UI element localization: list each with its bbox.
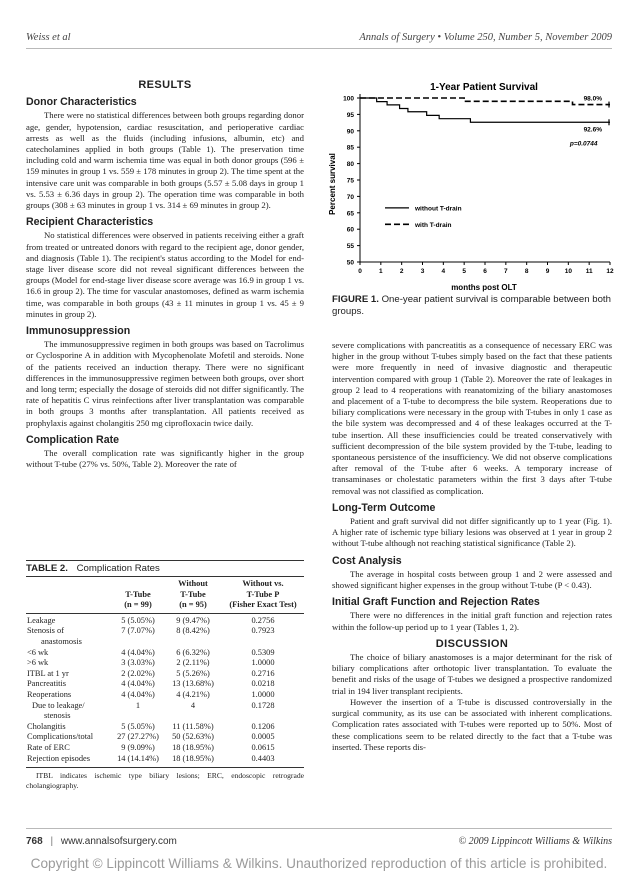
table-header-blank — [26, 590, 112, 601]
cell-without: 6 (6.32%) — [176, 647, 210, 657]
row-label: Pancreatitis — [27, 679, 67, 689]
x-tick-label: 2 — [399, 268, 404, 275]
table-title — [26, 561, 304, 576]
table-row — [26, 658, 304, 669]
cell-p-value: 0.0218 — [251, 679, 275, 689]
header-p-3: (Fisher Exact Test) — [229, 600, 297, 610]
x-tick-label: 0 — [358, 268, 362, 275]
row-label: Rate of ERC — [27, 742, 70, 752]
recipient-heading: Recipient Characteristics — [26, 216, 154, 229]
table-2 — [26, 560, 304, 791]
cell-p-value: 0.2756 — [251, 615, 275, 625]
row-label: Reoperations — [27, 689, 72, 699]
chart-title: 1-Year Patient Survival — [430, 82, 538, 93]
cell-p-value: 0.1728 — [251, 700, 275, 710]
table-row — [26, 722, 304, 733]
longterm-heading: Long-Term Outcome — [332, 501, 436, 514]
x-axis-label: months post OLT — [451, 283, 517, 292]
results-heading: RESULTS — [138, 79, 192, 91]
y-tick-label: 55 — [346, 243, 354, 251]
table-row — [26, 754, 304, 765]
cell-p-value: 0.2716 — [251, 668, 275, 678]
cell-without: 8 (8.42%) — [176, 626, 210, 636]
cell-t-tube: 4 (4.04%) — [121, 679, 155, 689]
figure-caption — [332, 294, 612, 317]
x-tick-label: 4 — [441, 268, 446, 275]
y-tick-label: 70 — [346, 193, 354, 201]
x-tick-label: 1 — [379, 268, 383, 275]
table-header-blank — [26, 579, 112, 590]
immunosuppression-heading: Immunosuppression — [26, 325, 131, 338]
x-tick-label: 9 — [545, 268, 550, 275]
row-label: Complications/total — [27, 732, 94, 742]
y-tick-label: 95 — [346, 111, 354, 119]
table-row — [26, 669, 304, 680]
table-row — [26, 679, 304, 690]
table-header-blank — [26, 600, 112, 611]
row-label-line1: Due to leakage/ — [32, 700, 85, 710]
table-row — [26, 690, 304, 701]
table-row — [26, 743, 304, 754]
cell-without: 2 (2.11%) — [176, 658, 210, 668]
cell-without: 5 (5.26%) — [176, 668, 210, 678]
cost-heading: Cost Analysis — [332, 554, 402, 567]
graft-heading: Initial Graft Function and Rejection Rates — [332, 596, 540, 609]
cell-p-value: 1.0000 — [251, 689, 275, 699]
x-tick-label: 7 — [504, 268, 508, 275]
cell-without: 4 — [190, 700, 196, 710]
header-p-1: Without vs. — [242, 579, 284, 588]
recipient-paragraph: No statistical differences were observed in patients receiving either a graft from treated or untreated donors with regard to the recipient age, donor gender, and diagnosis (Table 1). The recipient's status according to the Model for end-stage liver disease score did not reveal significant differences between the groups (Model for end-stage liver disease score average was 16.9 in group 1 vs. 16.6 in group 2). The time for vascular anastomoses, defined as warm ischemia time, was comparable in both groups (43 ± 11 minutes in group 1 vs. 45 ± 9 minutes in group 2). — [26, 230, 304, 319]
footer-rule — [26, 828, 612, 829]
complication-continued-paragraph: severe complications with pancreatitis as a consequence of necessary ERC was higher in the group without T-tubes simply based on the fact that these patients were more frequently in need of invasive diagnostic and therapeutic intervention compared with group 1 (Table 2). Moreover the rate of leakages in group 2 lead to 4 reoperations with reanatomizing of the biliary anastomoses and placement of a T-tube to decompress the bile system. Reoperations due to biliary complications were necessary in the group with T-tubes in only 1 case as the bile system was decompressed and 4 of these leakages occurred at the T-tube insertion. All these insufficiencies could be treated conservatively with sufficient decompression of the bile system provided by the T-tube, leading to spontaneous persistence of the insufficiency. We did not observe complications after removal of the T-tube after 6 weeks. A temporary increase of transaminases or cholestatic parameters within the first 3 days after T-tube removal was not classified as complication. — [332, 340, 612, 496]
complication-paragraph: The overall complication rate was significantly higher in the group without T-tube (27% vs. 50%, Table 2). Moreover the rate of — [26, 448, 304, 470]
graft-paragraph: There were no differences in the initial graft function and rejection rates within the follow-up period up to 1 year (Tables 1, 2). — [332, 610, 612, 632]
discussion-heading: DISCUSSION — [435, 637, 509, 650]
x-tick-label: 8 — [524, 268, 529, 275]
x-tick-label: 12 — [606, 268, 614, 275]
row-label-line1: Stenosis of — [27, 626, 64, 636]
cell-p-value: 0.0005 — [251, 732, 275, 742]
p-value-annotation: p=0.0744 — [569, 140, 598, 148]
cell-without: 4 (4.21%) — [176, 689, 210, 699]
row-label: Rejection episodes — [27, 753, 91, 763]
header-without-1: Without — [178, 579, 208, 588]
legend-label-with: with T-drain — [415, 221, 452, 229]
cell-t-tube: 2 (2.02%) — [121, 668, 155, 678]
header-without-3: (n = 95) — [179, 600, 207, 610]
table-row — [26, 626, 304, 647]
survival-chart — [324, 72, 616, 294]
header-rule — [26, 48, 612, 49]
cell-without: 50 (52.63%) — [172, 732, 214, 742]
complication-table — [26, 579, 304, 764]
cell-p-value: 0.4403 — [251, 753, 275, 763]
cell-t-tube: 1 — [135, 700, 141, 710]
cell-t-tube: 5 (5.05%) — [121, 721, 155, 731]
table-row — [26, 648, 304, 659]
longterm-paragraph: Patient and graft survival did not differ significantly up to 1 year (Fig. 1). A higher rate of ischemic type biliary lesions was observed at 1 year in group 2 without T-tube although not reaching statistical significance (Table 2). — [332, 516, 612, 549]
cell-without: 18 (18.95%) — [172, 753, 214, 763]
row-label — [26, 626, 112, 647]
cell-without: 11 (11.58%) — [172, 721, 214, 731]
cell-without: 9 (9.47%) — [176, 615, 210, 625]
row-label: Leakage — [27, 615, 56, 625]
row-label-line2: anastomosis — [41, 636, 82, 646]
cell-t-tube: 3 (3.03%) — [121, 658, 155, 668]
y-tick-label: 85 — [346, 144, 354, 152]
x-tick-label: 6 — [483, 268, 487, 275]
y-tick-label: 60 — [346, 226, 354, 234]
x-tick-label: 5 — [462, 268, 466, 275]
row-label — [26, 701, 112, 722]
y-tick-label: 65 — [346, 210, 354, 218]
cell-t-tube: 4 (4.04%) — [121, 689, 155, 699]
cell-t-tube: 5 (5.05%) — [121, 615, 155, 625]
cell-t-tube: 7 (7.07%) — [121, 626, 155, 636]
table-bottom-rule — [26, 767, 304, 768]
y-tick-label: 75 — [346, 177, 354, 185]
cell-t-tube: 9 (9.09%) — [121, 742, 155, 752]
cell-without: 13 (13.68%) — [172, 679, 214, 689]
table-row — [26, 701, 304, 722]
cell-p-value: 0.7923 — [251, 626, 275, 636]
complication-heading: Complication Rate — [26, 433, 120, 446]
figure-label: FIGURE 1. — [332, 294, 379, 305]
footer-separator: | — [50, 836, 54, 847]
page-number: 768 — [26, 836, 43, 847]
series-with-t-drain — [360, 95, 610, 105]
right-column — [332, 340, 612, 753]
y-axis-label: Percent survival — [328, 153, 337, 215]
cell-t-tube: 4 (4.04%) — [121, 647, 155, 657]
row-label: Cholangitis — [27, 721, 66, 731]
row-label: >6 wk — [27, 658, 49, 668]
cell-p-value: 0.5309 — [251, 647, 275, 657]
copyright-watermark: Copyright © Lippincott Williams & Wilkins. Unauthorized reproduction of this article is prohibited. — [30, 856, 608, 871]
footer-left — [26, 836, 177, 847]
cell-t-tube: 14 (14.14%) — [117, 753, 159, 763]
discussion-paragraph-2: However the insertion of a T-tube is discussed controversially in the surgical community, as its use can be associated with inherent complications. Complication rates associated with T-tubes were reported up to 50%. Most of these complications seem to be related directly to the fact that a T-tube was inserted. These reports dis- — [332, 696, 612, 752]
y-tick-label: 100 — [343, 95, 354, 103]
series-end-label: 92.6% — [583, 126, 602, 134]
running-header-authors: Weiss et al — [26, 32, 71, 43]
header-t-tube-3: (n = 99) — [124, 600, 152, 610]
row-label-line2: stenosis — [44, 711, 71, 721]
x-tick-label: 11 — [585, 268, 593, 275]
donor-heading: Donor Characteristics — [26, 96, 137, 109]
x-tick-label: 3 — [420, 268, 425, 275]
legend-label-without: without T-drain — [415, 205, 462, 213]
header-t-tube-2: T-Tube — [125, 589, 151, 599]
cell-p-value: 0.1206 — [251, 721, 275, 731]
cost-paragraph: The average in hospital costs between group 1 and 2 were assessed and showed significant higher expenses in the group without T-tube (P < 0.43). — [332, 568, 612, 591]
running-header-journal: Annals of Surgery • Volume 250, Number 5, November 2009 — [359, 32, 612, 43]
cell-p-value: 1.0000 — [251, 658, 275, 668]
cell-p-value: 0.0615 — [251, 742, 275, 752]
cell-t-tube: 27 (27.27%) — [117, 732, 159, 742]
donor-paragraph: There were no statistical differences between both groups regarding donor age, gender, hypotension, cardiac resuscitation, and perioperative cardiac arrests as well as the fluids (including infusions, albumin, etc) and catecholamines applied in both groups (Table 1). The preservation time including cold and warm ischemia time was equal in both donor groups (596 ± 159 minutes in group 1 vs. 559 ± 178 minutes in group 2). The time spent at the intensive care unit was comparable in both groups (5.57 ± 5.08 days in group 1 vs. 5.53 ± 6.36 days in group 2). The operation time was comparable in both groups (308 ± 63 minutes in group 1 vs. 314 ± 69 minutes in group 2). — [26, 110, 304, 211]
y-tick-label: 80 — [346, 161, 354, 169]
table-caption: Complication Rates — [76, 563, 160, 574]
y-tick-label: 50 — [346, 259, 354, 267]
discussion-paragraph-1: The choice of biliary anastomoses is a major determinant for the risk of biliary complications after orthotopic liver transplantation. To evaluate the benefit and risks of the usage of T-tubes we designed a prospective randomized trial in 194 liver transplant recipients. — [332, 652, 612, 696]
table-title-rule — [26, 576, 304, 577]
plot-area — [343, 94, 614, 275]
x-tick-label: 10 — [564, 268, 572, 275]
table-row — [26, 732, 304, 743]
journal-url[interactable]: www.annalsofsurgery.com — [60, 836, 177, 847]
header-t-tube-1 — [112, 579, 164, 590]
table-footnote: ITBL indicates ischemic type biliary lesions; ERC, endoscopic retrograde cholangiography. — [26, 771, 304, 791]
series-end-label: 98.0% — [583, 95, 602, 103]
figure-caption-text: One-year patient survival is comparable between both groups. — [332, 294, 611, 317]
table-row — [26, 616, 304, 627]
immunosuppression-paragraph: The immunosuppressive regimen in both groups was based on Tacrolimus or Cyclosporine A in addition with Mycophenolate Mofetil and steroids. None of the patients received an induction therapy. There were no significant differences in the immunosuppressive regimen between both groups, over short and long term; especially the dosage of steroids did not differ significantly. The rate of hepatitis C virus reinfections after liver transplantation was comparable in both groups 3 months after transplantation. All patients received as prophylaxis against cholangitis 250 mg ciprofloxacin twice daily. — [26, 339, 304, 428]
left-column — [26, 80, 304, 471]
header-p-2: T-Tube P — [246, 589, 280, 599]
table-header-rule — [26, 613, 304, 614]
header-without-2: T-Tube — [180, 589, 206, 599]
footer-copyright: © 2009 Lippincott Williams & Wilkins — [458, 836, 612, 847]
cell-without: 18 (18.95%) — [172, 742, 214, 752]
table-label: TABLE 2. — [26, 563, 68, 574]
row-label: ITBL at 1 yr — [27, 668, 69, 678]
y-tick-label: 90 — [346, 128, 354, 136]
row-label: <6 wk — [27, 647, 49, 657]
